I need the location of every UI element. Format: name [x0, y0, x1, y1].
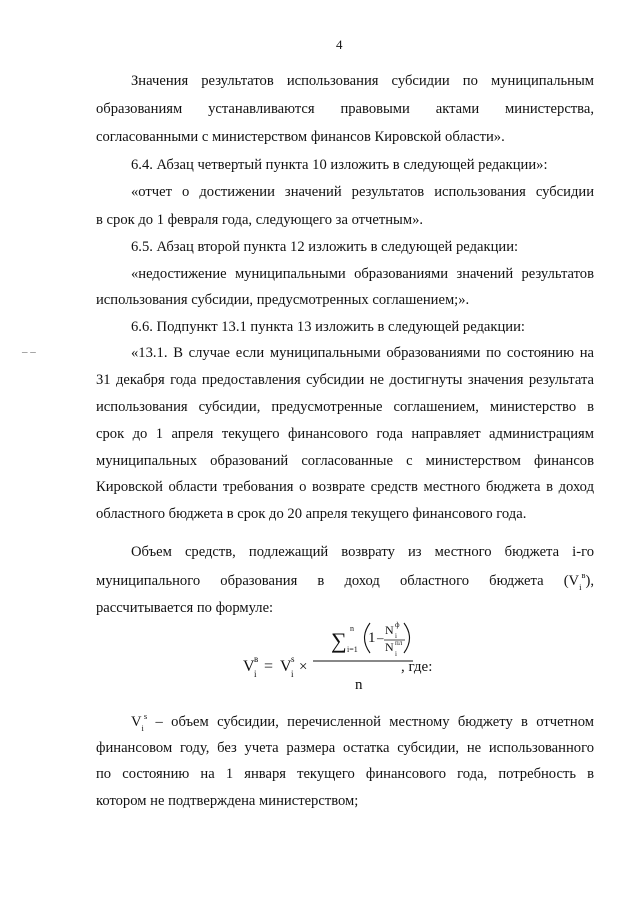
paragraph-line: образованиям устанавливаются правовыми актами министерства, — [96, 101, 594, 117]
formula-n-plan-sup: пл — [395, 639, 403, 647]
paragraph-line: муниципальных образований согласованные с министерством финансов — [96, 453, 594, 469]
formula-times: × — [299, 659, 308, 675]
formula-rhs-sup: s — [291, 654, 295, 664]
superscript: в — [581, 570, 586, 580]
paragraph-line: «13.1. В случае если муниципальными образованиями по состоянию на — [131, 345, 594, 361]
subscript: i — [141, 723, 144, 733]
paragraph-line: Значения результатов использования субсидии по муниципальным — [131, 73, 594, 89]
formula-n-plan: N — [385, 640, 394, 654]
formula-rhs-sub: i — [291, 669, 294, 679]
formula-lhs-v: V — [243, 658, 255, 675]
formula-n-plan-sub: i — [395, 650, 397, 658]
sum-upper-limit: n — [350, 624, 354, 633]
formula-n-fact-sup: ф — [395, 621, 400, 629]
paragraph-line: Объем средств, подлежащий возврату из местного бюджета i-го — [131, 544, 594, 560]
formula-minus: – — [377, 630, 384, 645]
formula-n-fact-sub: i — [395, 632, 397, 640]
formula-rhs-v: V — [280, 658, 292, 675]
formula-denominator: n — [355, 677, 363, 693]
paragraph-line: финансовом году, без учета размера остатка субсидии, не использованного — [96, 740, 594, 756]
sigma-symbol: ∑ — [331, 628, 347, 653]
paragraph-line: Кировской области требования о возврате средств местного бюджета в доход — [96, 479, 594, 495]
page-number: 4 — [336, 37, 343, 52]
paragraph-line: «недостижение муниципальными образованиями значений результатов — [131, 266, 594, 282]
formula-lhs-sup: в — [254, 654, 259, 664]
sum-lower-limit: i=1 — [347, 645, 358, 654]
line-text: ), — [585, 573, 594, 589]
line-text: – объем субсидии, перечисленной местному бюджету в отчетном — [147, 714, 594, 730]
paragraph-line: 6.6. Подпункт 13.1 пункта 13 изложить в следующей редакции: — [131, 319, 525, 335]
formula-equals: = — [264, 658, 274, 675]
formula-n-fact: N — [385, 623, 394, 637]
paragraph-line: 6.4. Абзац четвертый пункта 10 изложить в следующей редакции»: — [131, 157, 548, 173]
superscript: s — [143, 711, 148, 721]
paragraph-line: 31 декабря года предоставления субсидии не достигнуты значения результата — [96, 372, 594, 388]
line-text: муниципального образования в доход областного бюджета (V — [96, 573, 580, 589]
subscript: i — [579, 582, 582, 592]
paragraph-line: срок до 1 апреля текущего финансового года направляет администрациям — [96, 426, 594, 442]
paragraph-line: использования субсидии, предусмотренных соглашением;». — [96, 292, 470, 308]
paragraph-line: 6.5. Абзац второй пункта 12 изложить в следующей редакции: — [131, 239, 519, 255]
paragraph-line — [131, 711, 594, 733]
formula-suffix: , где: — [401, 659, 433, 675]
paragraph-line: областного бюджета в срок до 20 апреля текущего финансового года. — [96, 506, 527, 522]
margin-mark: – – — [22, 346, 36, 358]
paragraph-line: согласованными с министерством финансов Кировской области». — [96, 129, 505, 145]
formula-one: 1 — [368, 630, 376, 646]
paragraph-line: «отчет о достижении значений результатов использования субсидии — [131, 184, 594, 200]
formula-lhs-sub: i — [254, 669, 257, 679]
line-text: V — [131, 714, 142, 730]
paragraph-line: по состоянию на 1 января текущего финансового года, потребность в — [96, 766, 594, 782]
right-paren — [404, 623, 410, 653]
paragraph-line: использования субсидии, предусмотренные соглашением, министерство в — [96, 399, 594, 415]
paragraph-line: в срок до 1 февраля года, следующего за отчетным». — [96, 212, 424, 228]
paragraph-line: рассчитывается по формуле: — [96, 600, 274, 616]
paragraph-line: котором не подтверждена министерством; — [96, 793, 359, 809]
